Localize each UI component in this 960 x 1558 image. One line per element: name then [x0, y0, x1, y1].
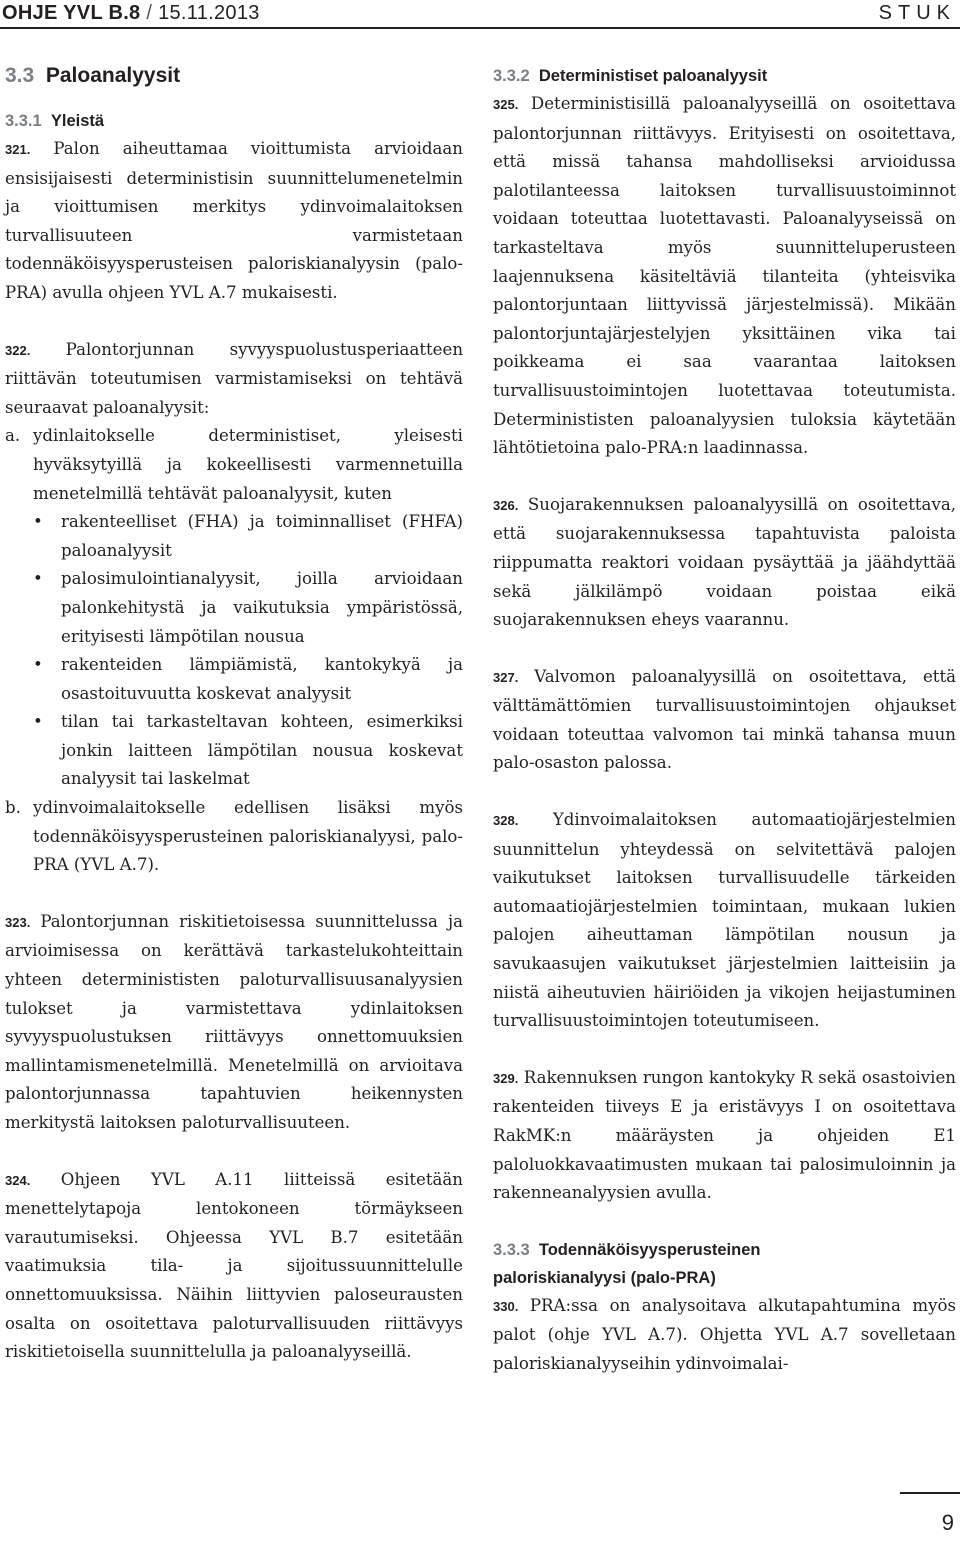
list-text: ydinlaitokselle deterministiset, yleisesti hyväksytyillä ja kokeellisesti varmennetuilla menetelmillä tehtävät paloanalyysit, kuten	[33, 426, 463, 503]
subsection-title: Yleistä	[50, 112, 105, 130]
subsection-title: Todennäköisyysperusteinen	[538, 1240, 761, 1259]
bullet-marker: •	[33, 512, 43, 532]
paragraph-number: 322.	[5, 342, 31, 358]
left-column	[5, 62, 463, 1367]
paragraph-number: 324.	[5, 1172, 31, 1188]
paragraph-322	[5, 336, 463, 423]
paragraph-325	[493, 90, 956, 463]
bullet-text: tilan tai tarkasteltavan kohteen, esimerkiksi jonkin laitteen lämpötilan nousua koskevat analyysit tai laskelmat	[61, 712, 463, 789]
section-number: 3.3	[5, 64, 35, 87]
page-header	[0, 0, 960, 30]
paragraph-text: Palon aiheuttamaa vioittumista arvioidaan ensisijaisesti deterministisin suunnittelumenetelmin ja vioittumisen merkitys ydinvoimalaitoksen turvallisuuteen varmistetaan todennäköisyysperusteisen paloriskianalyysin (palo-PRA) avulla ohjeen YVL A.7 mukaisesti.	[5, 139, 463, 302]
bullet-text: rakenteiden lämpiämistä, kantokykyä ja osastoituvuutta koskevat analyysit	[61, 655, 463, 703]
paragraph-number: 330.	[493, 1298, 519, 1314]
subsection-heading	[5, 107, 463, 135]
subsection-number: 3.3.3	[493, 1240, 530, 1259]
paragraph-323	[5, 908, 463, 1138]
header-doc-title: OHJE YVL B.8	[2, 2, 141, 24]
header-date: 15.11.2013	[158, 2, 260, 24]
bullet-item	[33, 651, 463, 708]
subsection-title: Deterministiset paloanalyysit	[538, 67, 768, 85]
paragraph-number: 327.	[493, 669, 519, 685]
paragraph-text: Palontorjunnan syvyyspuolustusperiaatteen riittävän toteutumisen varmistamiseksi on tehtävä seuraavat paloanalyysit:	[5, 339, 464, 417]
paragraph-text: Suojarakennuksen paloanalyysillä on osoitettava, että suojarakennuksessa tapahtuvista paloista riippumatta reaktori voidaan pysäyttää ja jäähdyttää sekä jälkilämpö voidaan poistaa eikä suojarakennuksen eheys vaarannu.	[493, 494, 956, 630]
paragraph-number: 321.	[5, 142, 31, 157]
paragraph-text: PRA:ssa on analysoitava alkutapahtumina myös palot (ohje YVL A.7). Ohjetta YVL A.7 sovelletaan paloriskianalyyseihin ydinvoimalai-	[493, 1295, 957, 1373]
list-text: ydinvoimalaitokselle edellisen lisäksi myös todennäköisyysperusteinen paloriskianalyysi, palo-PRA (YVL A.7).	[33, 798, 463, 875]
list-label: a.	[5, 426, 21, 446]
bullet-text: palosimulointianalyysit, joilla arvioidaan palonkehitystä ja vaikutuksia ympäristössä, erityisesti lämpötilan nousua	[61, 569, 463, 646]
section-title: Paloanalyysit	[45, 64, 181, 87]
paragraph-328	[493, 806, 956, 1036]
paragraph-text: Ydinvoimalaitoksen automaatiojärjestelmien suunnittelun yhteydessä on selvitettävä palojen vaikutukset laitoksen turvallisuudelle tärkeiden automaatiojärjestelmien toimintaan, mukaan lukien palojen aiheuttaman lämpötilan nousun ja savukaasujen vaikutukset järjestelmien laitteisiin ja niistä aiheutuvien häiriöiden ja vikojen heijastuminen turvallisuustoimintojen toteutumiseen.	[493, 810, 956, 1031]
bullet-marker: •	[33, 712, 43, 732]
paragraph-326	[493, 491, 956, 635]
right-column	[493, 62, 956, 1379]
subsection-title-line2: paloriskianalyysi (palo-PRA)	[493, 1268, 716, 1287]
paragraph-329	[493, 1064, 956, 1208]
paragraph-number: 323.	[5, 914, 31, 930]
header-org: STUK	[878, 2, 956, 24]
footer-rule	[900, 1492, 960, 1494]
paragraph-text: Ohjeen YVL A.11 liitteissä esitetään menettelytapoja lentokoneen törmäykseen varautumiseksi. Ohjeessa YVL B.7 esitetään vaatimuksia tila- ja sijoitussuunnittelulle onnettomuuksissa. Näihin liittyvien paloseurausten osalta on osoitettava paloturvallisuuden riittävyys riskitietoisella suunnittelulla ja paloanalyyseillä.	[5, 1169, 463, 1362]
header-separator: /	[140, 2, 159, 24]
paragraph-text: Deterministisillä paloanalyyseillä on osoitettava palontorjunnan riittävyys. Erityisesti on osoitettava, että missä tahansa mahdolliseksi arvioidussa palotilanteessa laitoksen turvallisuustoiminnot voidaan toteuttaa luotettavasti. Paloanalyyseissä on tarkasteltava myös suunnitteluperusteen laajennuksena käsiteltäviä tilanteita (yhteisvika palontorjuntaan liittyvissä järjestelmissä). Mikään palontorjuntajärjestelyjen yksittäinen vika tai poikkeama ei saa vaarantaa laitoksen turvallisuustoimintojen luotettavaa toteutumista. Determinististen paloanalyysien tuloksia käytetään lähtötietoina palo-PRA:n laadinnassa.	[493, 94, 957, 458]
paragraph-324	[5, 1166, 463, 1367]
subsection-number: 3.3.2	[493, 67, 530, 85]
bullet-item	[33, 508, 463, 565]
bullet-item	[33, 565, 463, 651]
bullet-item	[33, 708, 463, 794]
bullet-marker: •	[33, 569, 43, 589]
bullet-marker: •	[33, 655, 43, 675]
list-item-b	[5, 794, 463, 880]
paragraph-327	[493, 663, 956, 778]
subsection-heading	[493, 1236, 956, 1264]
bullet-text: rakenteelliset (FHA) ja toiminnalliset (FHFA) paloanalyysit	[61, 512, 463, 560]
list-item-a	[5, 422, 463, 794]
subsection-heading	[493, 62, 956, 90]
paragraph-321	[5, 135, 463, 308]
paragraph-text: Palontorjunnan riskitietoisessa suunnittelussa ja arvioimisessa on kerättävä tarkastelukohteittain yhteen determinististen paloturvallisuusanalyysien tulokset ja varmistettava ydinlaitoksen syvyyspuolustuksen riittävyys onnettomuuksien mallintamismenetelmillä. Menetelmillä on arvioitava palontorjunnassa tapahtuvien heikennysten merkitystä laitoksen paloturvallisuuteen.	[5, 911, 463, 1132]
header-doc-id	[2, 2, 260, 25]
paragraph-330	[493, 1292, 956, 1379]
header-rule	[0, 27, 960, 29]
list-label: b.	[5, 798, 21, 818]
paragraph-text: Rakennuksen rungon kantokyky R sekä osastoivien rakenteiden tiiveys E ja eristävyys I on osoitettava RakMK:n määräysten ja ohjeiden E1 paloluokkavaatimusten mukaan tai palosimuloinnin ja rakenneanalyysien avulla.	[493, 1067, 956, 1203]
paragraph-number: 326.	[493, 497, 519, 513]
subsection-number: 3.3.1	[5, 112, 42, 130]
paragraph-number: 329.	[493, 1070, 519, 1086]
paragraph-text: Valvomon paloanalyysillä on osoitettava, että välttämättömien turvallisuustoimintojen ohjaukset voidaan toteuttaa valvomon tai minkä tahansa muun palo-osaston palossa.	[493, 666, 957, 773]
paragraph-number: 328.	[493, 813, 519, 829]
paragraph-number: 325.	[493, 97, 519, 112]
section-heading	[5, 62, 463, 90]
page-number: 9	[941, 1510, 954, 1535]
